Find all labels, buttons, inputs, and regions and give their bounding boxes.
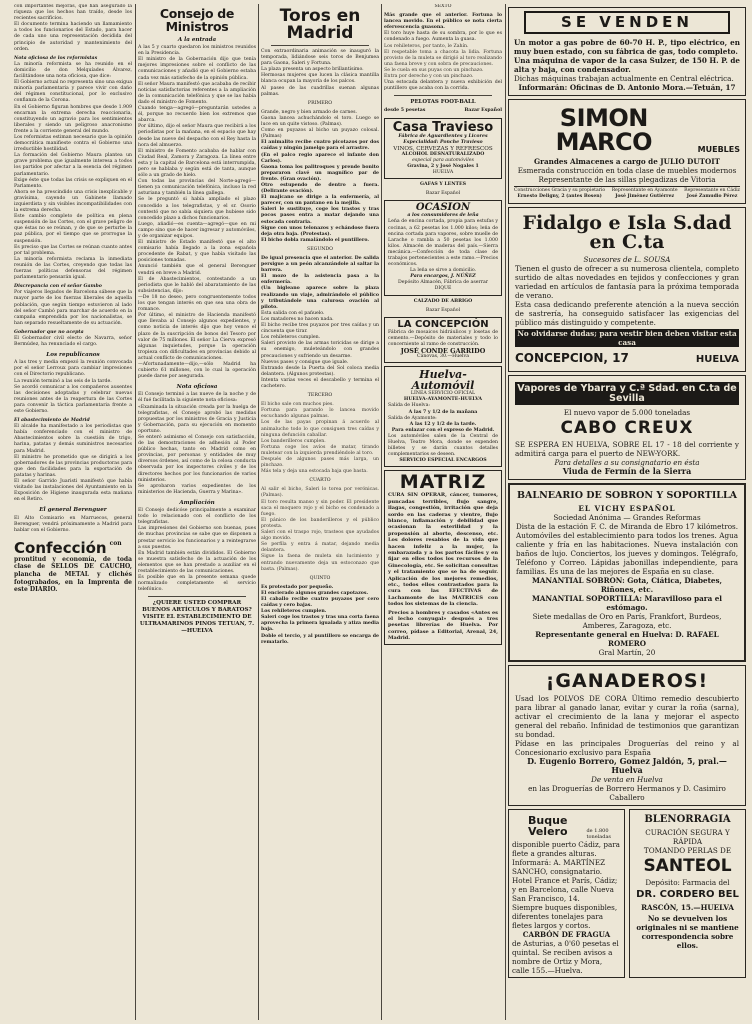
ad-line: Salida de Huelva: bbox=[388, 403, 430, 409]
ad-line: La leña se sirve a domicilio. bbox=[409, 268, 477, 274]
bull-heading: TERCERO bbox=[307, 393, 333, 399]
paragraph: Se le preguntó si había ampliado el plazo concedido a los telegrafistas, y el sr. Osorio contestó que no sabía siquiera que hubiese sido concedido plazo a dichos funcionarios. bbox=[138, 197, 256, 221]
ad-line: De venta en Huelva bbox=[591, 774, 663, 784]
ad-title: Huelva-Automóvil bbox=[411, 368, 475, 393]
paragraph: Es preciso que las Cortes se reúnan cuanto antes por tal problema. bbox=[14, 244, 132, 256]
ad-calzado: CALZADO DE ABRIGO bbox=[413, 298, 473, 304]
paragraph: Saleri con el traspo rojo, trasteos que ayudados algo movido. bbox=[261, 530, 379, 542]
ad-line: Depósito Almacén, Fábrica de aserrar bbox=[397, 280, 489, 286]
ad-title: SE VENDEN bbox=[524, 11, 730, 34]
paragraph: El Consejo terminó a las nueve de la noche y de él fué facilitada la siguiente nota oficiosa: bbox=[138, 392, 256, 404]
divider bbox=[148, 596, 246, 597]
ad-line: LÍNEA SERVICIO OFICIAL bbox=[410, 391, 476, 397]
column-ads-large bbox=[508, 4, 746, 1020]
ad-line: Salida de Ayamonte: bbox=[388, 415, 437, 421]
bull-heading: CUARTO bbox=[309, 478, 331, 484]
ad-line: Construcciones Gracia y su propietario bbox=[514, 188, 606, 193]
paragraph: En el Gobierno figuran hombres que desde 1.909 encarnan la extrema derecha reaccionaria, constituyendo un agravio para los sentimientos liberales y siendo un peligroso anacronismo frente a la corriente general del mundo. bbox=[14, 104, 132, 134]
paragraph: Fortuna coge los avíos de matar, tirando muletear con la izquierda prendiéndole al toro. bbox=[261, 444, 379, 456]
paragraph: Se enteró asimismo el Consejo con satisfacción, de las demostraciones de adhesión al Poder público hechas, tanto en Madrid como en provincias, por personas y entidades de muy diversos órdenes, así como de la celosa conducta observada por los inspectores civiles y de los directores hechos por los funcionarios de varios ministerios. bbox=[138, 435, 256, 483]
paragraph: —Afortunadamente—dijo,—sólo Madrid ha cubierto 61 millones, con lo cual la operación puede darse por asegurada. bbox=[138, 361, 256, 380]
ad-line: DIQUE bbox=[434, 286, 452, 292]
ad-line: MANANTIAL SOPORTILLA: Maravilloso para el estómago. bbox=[531, 593, 723, 612]
paragraph: Intenta varias veces el descabello y termina el cachetero. bbox=[261, 377, 379, 389]
section-heading: Gobernador que no acepta bbox=[14, 329, 84, 335]
ad-notice: No se devuelven los originales ni se mantiene correspondencia sobre ellos. bbox=[636, 913, 739, 950]
ad-balneario bbox=[508, 483, 746, 662]
paragraph: El señor Maura manifestó que acababa de recibir noticias satisfactorias referentes a la ampliación de la comunicación telefónica y que se las había dado el ministro de Fomento. bbox=[138, 81, 256, 105]
ad-la-concepcion bbox=[384, 317, 502, 363]
paragraph: Se perfila y entra á matar, dejando media delantera. bbox=[261, 542, 379, 554]
paragraph: Fortuna para parando lo lancea movido escuchando algunas palmas. bbox=[261, 408, 379, 420]
paragraph: El Alto Comisario en Marruecos, general Berenguer, vendrá próximamente a Madrid para hablar con el Gobierno. bbox=[14, 515, 132, 533]
bull-heading: QUINTO bbox=[309, 575, 331, 581]
ad-line: RASCÓN, 15.—HUELVA bbox=[641, 902, 734, 912]
ad-casa-travieso bbox=[384, 118, 502, 180]
ad-body: Pídase en las principales Droguerías del reino y al Concesionario exclusivo para España bbox=[515, 738, 739, 757]
ad-line: Fábrica de Aguardientes y Licores bbox=[398, 133, 488, 139]
paragraph: La minoría reformista reclama la inmediata reunión de las Cortes, creyendo que todas las fuerzas políticas defensoras del régimen parlamentario pensarán igual. bbox=[14, 256, 132, 281]
paragraph: El respetable toma a chacota la lidia. Fortuna provisto de la muleta se dirigió al toro realizando una faena breve y con sobra de precauciones. bbox=[384, 49, 502, 67]
paragraph: El pánico de los banderilleros y el público protesta. bbox=[261, 517, 379, 529]
ad-line: Ernesto Deligny, 2 (antes Bosen) bbox=[517, 194, 602, 199]
ad-line: Para encargos, J. NÚÑEZ bbox=[410, 274, 476, 280]
ad-body: Dichas máquinas trabajan actualmente en Central eléctrica. bbox=[514, 74, 734, 83]
paragraph: Exige éste que todas las crisis se expliquen en el Parlamento. bbox=[14, 177, 132, 189]
paragraph: Las impresiones del Gobierno son buenas, pues de muchas provincias se sabe que se disponen a prestar servicio los funcionarios y a reintegrarse a sus puestos. bbox=[138, 526, 256, 550]
section-heading: Discrepancia con el señor Gambo bbox=[14, 284, 102, 290]
ad-title: Vapores de Ybarra y C.ª Sdad. en C.ta de Sevilla bbox=[515, 382, 739, 405]
paragraph: El bicho sale con muchos pies. bbox=[261, 402, 334, 408]
ad-body: Informará: A. MARTÍNEZ SANCHO, consignatario. Hotel France et París, Cádiz; y en Barcelona, calle Nueva San Francisco, 14. bbox=[512, 857, 618, 903]
paragraph: El ministro de Fomento acababa de hablar con Ciudad Real, Zamora y Zaragoza. La línea entre esta y la capital de Barcelona está interrumpida, pero se hablaba y según está de tanta, aunque sólo a un grado de hielo. bbox=[138, 148, 256, 179]
ad-body: Tienen el gusto de ofrecer a su numerosa clientela, completo surtido de altas novedades en tejidos y confecciones y gran variedad en artículos de fantasía para la próxima temporada de verano. bbox=[515, 264, 739, 300]
paragraph: (En el palco regio aparece el infante don Carlos). bbox=[261, 152, 379, 164]
paragraph: De igual presencia que el anterior. De salida persigue a un peón alcanzándole al saltar la barrera. bbox=[261, 256, 379, 274]
ad-line: Representante general en Huelva: D. RAFAEL ROMERO bbox=[535, 629, 719, 648]
paragraph: Una estocada delantera y nueva exhibición del puntillero que acaba con la corrida. bbox=[384, 80, 502, 92]
ad-line: DR. CORDERO BEL bbox=[636, 888, 739, 900]
ad-title: ¡GANADEROS! bbox=[545, 669, 709, 692]
ad-title-row bbox=[512, 812, 621, 840]
paragraph: El toro resulta manso y sin poder. El presidente saca el moquero rojo y el bicho es condenado a fuego. bbox=[261, 499, 379, 517]
paragraph: Ahora se ha prescindido una crisis inexplicable y gravísima, cayendo un Gabinete llamado izquierdista y sin visibles incompatibilidades con la extrema derecha. bbox=[14, 189, 132, 214]
paragraph: Sigue la faena de muleta sin lucimiento y entrando nuevamente deja un estoconazo que basta. (Palmas). bbox=[261, 554, 379, 572]
ad-title: Buque Velero bbox=[527, 813, 568, 838]
paragraph: Esta salida con el pañuelo. bbox=[261, 310, 325, 316]
divider bbox=[271, 45, 369, 46]
paragraph: (Un bigleano aparece sobre la plaza realizando un viaje, admirándolo el público y tributándole una calurosa ovación al piloto. bbox=[261, 286, 379, 310]
ad-body: Leña de encina cortada, propia para estufas y cocinas, a 62 pesetas los 1.000 kilos; leña de encina cortada para vapores, sobre muelle de Larache o rambla a 50 pesetas los 1.000 kilos. Almacén de maderas del país.—Sierra mecánica.—Confección de toda clase de trabajos pertenecientes a este ramo.—Precios económicos. bbox=[388, 219, 498, 268]
subheading: A la entrada bbox=[177, 37, 217, 43]
paragraph: Por viajeros llegados de Barcelona sábese que la mayor parte de los fuerzas liberales de aquella población, que según tiempo estuvieron al lado del señor Cambó para marchar de acuerdo en la campaña emprendida por los nacionalistas, se han separado resueltamente de su actuación. bbox=[14, 290, 132, 326]
ad-line: Viuda de Fermín de la Sierra bbox=[562, 466, 692, 476]
ad-title: Confección bbox=[14, 538, 107, 557]
ad-line: Los automóviles salen de la Central de Huelva, Teatro Mora, donde se expenden billetes y se darán cuantos detalles complementarios se deseen. bbox=[388, 433, 498, 458]
ad-line: Depósito: Farmacia del bbox=[645, 877, 730, 887]
paragraph: Por último, dijo el señor Maura que recibirá a los periodistas por la mañana, en el espacio que hay desde las nueve del despacho con el Rey hasta la hora del almuerzo. bbox=[138, 124, 256, 148]
paragraph: El bicho dobla ramalándolo el puntillero. bbox=[261, 237, 369, 243]
ad-body: de Asturias, a 0'60 pesetas el quintal. Se reciben avisos a nombre de Ortiz y Mora, calle 155.—Huelva. bbox=[512, 938, 619, 975]
paragraph: Se le cuela en sus puyas con un pinchazo. bbox=[384, 67, 484, 73]
ad-line: Siete medallas de Oro en París, Frankfort, Burdeos, Amberes, Zaragoza, etc. bbox=[532, 611, 722, 630]
ad-line: Representante de las sillas plegadizas de Vitoria bbox=[538, 175, 716, 184]
ad-line: ALCOHOL DESNATURALIZADO bbox=[401, 151, 485, 157]
ad-line: Representante en Cádiz bbox=[684, 188, 740, 193]
ad-line: Sociedad Anónima — Grandes Reformas bbox=[553, 512, 701, 522]
ad-fidalgo-isla bbox=[508, 207, 746, 372]
section-heading: Los republicanos bbox=[46, 352, 100, 359]
ad-line: Para detalles a su consignatario en ésta bbox=[554, 458, 700, 467]
ad-line: Especialidad: Ponche Travieso bbox=[403, 139, 483, 145]
ad-confeccion bbox=[14, 540, 132, 594]
article-title: Consejo de Ministros bbox=[159, 6, 235, 34]
ad-bottom-row bbox=[508, 809, 746, 978]
ad-line: Grandes Almacenes a cargo de JULIO DUTOIT bbox=[534, 157, 720, 166]
ad-line: en las Droguerías de Borrero Hermanos y D. Casimiro Caballero bbox=[528, 783, 726, 802]
article-title: Toros en Madrid bbox=[279, 6, 361, 43]
ad-ganaderos bbox=[508, 665, 746, 806]
section-heading: El general Berenguer bbox=[39, 507, 107, 514]
paragraph: Los rehileteros cumplen. bbox=[261, 609, 327, 615]
paragraph: Gaona lancea achuchándolo el toro. Luego se luce en un quite vistoso. (Palmas). bbox=[261, 115, 379, 128]
ad-body: Dista de la estación F. C. de Miranda de Ebro 17 kilómetros. Automóviles del establecimiento para todos los trenes. Agua caliente y fría en las habitaciones. Nueva instalación con baños de lujo. Conciertos, los jueves y domingos. Telégrafo, Teléfono y Correo. Lápidas jabonillas independiente, para familias. Es una de las mejores de España en su clase. bbox=[516, 521, 738, 576]
paragraph: Doble el tercio, y al puntillero se encarga de rematarlo. bbox=[261, 633, 379, 645]
ad-pinos: ¿QUIERE USTED COMPRAR BUENOS ARTÍCULOS Y BARATOS? VISITE EL ESTABLECIMIENTO DE ULTRAMARINOS PINOS TETUAN, 7.—HUELVA bbox=[139, 600, 255, 634]
ad-title: BLENORRAGIA bbox=[644, 813, 731, 825]
paragraph: Los matadores no hacen nada. bbox=[261, 316, 334, 322]
paragraph: Con todas las provincias del Norte-agregó—tienen ya comunicación telefónica, incluso la red asturiana y también la línea gallega. bbox=[138, 179, 256, 197]
divider bbox=[394, 95, 492, 96]
ad-matriz bbox=[384, 470, 502, 644]
column-rule bbox=[258, 4, 259, 1020]
column-rule bbox=[135, 4, 136, 1020]
ad-line: Precios a hombres y casados «Antes es el lecho conyugal» después a tres pesetas librerías de Huelva. Por correo, pídase a Editorial, Arenal, 24, Madrid. bbox=[388, 609, 498, 642]
ad-line: TOMANDO PERLAS DE bbox=[643, 845, 732, 855]
paragraph: Los reformistas estiman necesario que la opinión democrática manifieste contra el Gobierno una irreductible hostilidad. bbox=[14, 134, 132, 153]
ad-line: VINOS, CERVEZAS Y REFRESCOS bbox=[393, 145, 493, 152]
paragraph: Al paseo de las cuadrillas suenan algunas palmas. bbox=[261, 85, 379, 97]
paragraph: Los rehileteros, por tanto, le Zahín. bbox=[384, 43, 469, 49]
ad-place: Bazar Español bbox=[464, 108, 502, 114]
section-heading: El abastecimiento de Madrid bbox=[14, 418, 90, 424]
ad-body: Esta casa dedicando preferente atención a la nueva sección de sastrería, ha conseguido satisfacer las exigencias del público más distinguido y competente. bbox=[515, 300, 739, 327]
paragraph: El Consejo dedicóse principalmente a examinar todo lo relacionado con el conflicto de los telegrafistas. bbox=[138, 508, 256, 526]
ad-address-row bbox=[515, 349, 739, 368]
newspaper-page bbox=[8, 0, 748, 1024]
paragraph: Saleri le sustituye, coge los trastos y tras pocos pases entra a matar dejando una estocada contraria. bbox=[261, 207, 379, 225]
ad-title: Casa Travieso bbox=[392, 119, 494, 135]
ad-line: de 1.800 toneladas bbox=[586, 827, 611, 840]
paragraph: El majicano se dirige a la enfermería, al parecer, con un pantano en la mejilla. bbox=[261, 195, 379, 207]
ad-gafas: GAFAS Y LENTES bbox=[420, 182, 466, 188]
paragraph: Gaona toma los palitroques y prende bonito prepararon clavé un magnífico par de frente. (Gran ovación). bbox=[261, 164, 379, 182]
ad-line: MANANTIAL SOBRON: Gota, Ciática, Diabetes, Riñones, etc. bbox=[531, 575, 723, 594]
ad-title: OCASION bbox=[415, 202, 471, 214]
paragraph: con importantes mejoras, que han asegurado la riqueza que los hechos han traído, desde los recientes sacrificios. bbox=[14, 4, 132, 22]
paragraph: La minoría reformista se ha reunido en el domicilio de don Melquíades Álvarez, facilitándose una nota oficiosa, que dice: bbox=[14, 61, 132, 80]
paragraph: El ministro he prometido que se dirigirá a los gobernadores de las provincias productoras para que den facilidades para la exportación de patatas y harinas. bbox=[14, 454, 132, 478]
ad-line: Cánovas, 30.—Huelva bbox=[416, 354, 470, 360]
paragraph: A las tres y media empezó la reunión convocada por el señor Lerroux para cambiar impresiones con el Directorio republicano. bbox=[14, 360, 132, 378]
subheading: Nota oficiosa bbox=[176, 384, 218, 391]
ad-line: a los consumidores de leña bbox=[407, 213, 479, 219]
paragraph: El animalito recibe cuatro picotazos por dos caídas y ningún jamelgo para el arrastre. bbox=[261, 140, 379, 152]
paragraph: —De 18 no deseo, pero congruentemente todos los que tengan interés en que sea una obra de romance. bbox=[138, 294, 256, 313]
ad-line: Representante en Ayamonte bbox=[611, 188, 678, 193]
ad-footballs: PELOTAS FOOT-BALL bbox=[410, 99, 476, 106]
paragraph: Grande, negro y bien armado de carnes. bbox=[261, 109, 358, 115]
ad-ocasion bbox=[384, 200, 502, 295]
paragraph: Como en puyazos al bicho un puyazo colosal. (Palmas) bbox=[261, 128, 379, 140]
paragraph: Por último, el ministro de Hacienda manifestó que llevaba al Consejo algunos expedientes, y como noticia de interés dijo que hoy vence el plazo de la suscripción de bonos del Tesoro por valor de 75 millones. El señor La Cierva expresó algunas inquietudes, porque la operación tropieza con dificultades en provincias debido al actual conflicto de comunicaciones. bbox=[138, 313, 256, 361]
ad-line: A las 12 y 1/2 de la tarde. bbox=[409, 421, 477, 427]
paragraph: Los de las payas propinan á acuerdo al animalucho todo lo que consiguen tres caídas y ninguna defunción caballar. bbox=[261, 420, 379, 438]
paragraph: El Gobernador civil electo de Navarra, señor Bermúdez, ha renunciado el cargo. bbox=[14, 335, 132, 348]
ad-tag: MUEBLES bbox=[697, 145, 740, 154]
paragraph: Saleri coge los trastos y tras una corta faena aprovecha la primera igualada y atiza media baja. bbox=[261, 615, 379, 633]
ad-line: CURACIÓN SEGURA Y RÁPIDA bbox=[645, 827, 730, 846]
paragraph: Entrando desde la Puerta del Sol coloca media delantera. (Algunos protestas). bbox=[261, 365, 379, 377]
ad-price: desde 5 pesetas bbox=[384, 108, 426, 114]
paragraph: Luego, añadió—es cuenta—agregó—que en mi campo sino que de hacer ingresar y automóviles, y de organizar equipos. bbox=[138, 221, 256, 239]
paragraph: En Madrid también están divididos. El Gobierno se muestra satisfecho de la actuación de los elementos que se han prestado a auxiliar en el restablecimiento de las comunicaciones. bbox=[138, 550, 256, 574]
ad-line: especial para automóviles bbox=[412, 157, 474, 163]
paragraph: La reunión terminó a las seis de la tarde. bbox=[14, 378, 112, 384]
bull-heading: SEXTO bbox=[434, 4, 452, 9]
paragraph: Sigue con unos telonazos y echándose fuera deja otra baja. (Protestas). bbox=[261, 225, 379, 237]
section-heading: Nota oficiosa de los reformistas bbox=[14, 55, 98, 61]
column-toros bbox=[261, 4, 379, 1020]
bull-heading: SEGUNDO bbox=[306, 246, 334, 252]
ad-address: CONCEPCION, 17 bbox=[515, 351, 629, 365]
ad-place: Bazar Español bbox=[425, 191, 461, 197]
ad-footballs-line bbox=[384, 108, 502, 114]
ad-buque-velero bbox=[508, 809, 625, 978]
ad-vapores-ybarra bbox=[508, 375, 746, 480]
paragraph: Se acordó comunicar a los compañeros ausentes las decisiones adoptadas y celebrar nuevas reuniones antes de la reapertura de las Cortes para convenir la táctica parlamentaria frente a este Gobierno. bbox=[14, 384, 132, 414]
ad-huelva-automovil bbox=[384, 366, 502, 467]
paragraph: Es protestado por pequeño. bbox=[261, 584, 334, 590]
ad-line: CARBÓN DE FRAGUA bbox=[522, 929, 611, 939]
ad-place: Bazar Español bbox=[425, 307, 461, 313]
paragraph: El alcalde ha manifestado a los periodistas que había conferenciado con el ministro de Abastecimientos sobre la cuestión de trigo, harina, patatas y demás suministros necesarios para Madrid. bbox=[14, 424, 132, 454]
ad-title: SIMON MARCO bbox=[555, 104, 653, 156]
ad-line: HUELVA-AYAMONTE-HUELVA bbox=[403, 397, 483, 403]
ad-line: A las 7 y 1/2 de la mañana bbox=[408, 409, 478, 415]
paragraph: El toro huye hasta de su sombra, por lo que es condenado a fuego. Aumenta la guasa. bbox=[384, 31, 502, 43]
paragraph: El documento termina haciendo un llamamiento a todos los funcionarios del Estado, para hacer de cada uno una representación decidida del principio de autoridad y mantenimiento del orden. bbox=[14, 22, 132, 52]
column-ads-small bbox=[384, 4, 502, 1020]
paragraph: Cuando tenga—agregó—preguntarán ustedes a él, porque no recuerdo bien los extremos que abarca. bbox=[138, 106, 256, 124]
ad-line: Sucesores de L. SOUSA bbox=[583, 255, 671, 264]
paragraph: Al salir el bicho, Saleri lo torea por verónicas. (Palmas). bbox=[261, 487, 379, 499]
ad-line: Gravina, 2 y José Nogales 1 bbox=[407, 163, 479, 169]
paragraph: El ministro de Estado manifestó que el alto comisario había llegado a la zona española procedente de Rabat, y que había visitado las posiciones tomadas. bbox=[138, 240, 256, 264]
bull-heading: PRIMERO bbox=[307, 100, 333, 106]
paragraph: Anunció también que el general Berenguer vendrá en breve a Madrid. bbox=[138, 264, 256, 276]
paragraph: Los rehileteros cumplen. bbox=[261, 335, 321, 341]
paragraph: El Gobierno actual no representa sino una exigua minoría parlamentaria y parece vivir con daño del régimen constitucional, por lo exclusivo confianza de la Corona. bbox=[14, 80, 132, 104]
paragraph: Es posible que en la presente semana quede normalizado completamente el servicio telefónico. bbox=[138, 575, 256, 593]
ad-body: Usad los POLVOS DE CORA Último remedio descubierto para librar al ganado lanar, evitar y curar la roña (sarna), activar el crecimiento de la lana y mejorar el aspecto general del rebaño. Infinidad de testimonios que garantizan su bondad. bbox=[515, 693, 739, 739]
ad-line: José Jiménez Gutiérrez bbox=[615, 194, 675, 199]
ad-title-row bbox=[514, 103, 740, 157]
ad-line: JOSÉ CONDE GARRIDO bbox=[400, 347, 486, 356]
ad-line: Esmerada construcción en toda clase de muebles modernos bbox=[517, 166, 737, 175]
ad-title: BALNEARIO DE SOBRON Y SOPORTILLA bbox=[516, 490, 738, 501]
paragraph: Se aprobaron varios expedientes de los ministerios de Hacienda, Guerra y Marina». bbox=[138, 483, 256, 495]
paragraph: Este cambio completo de política en plena suspensión de las Cortes, con el grave peligro de que éstas no se reúnan, y de que se perturbe la paz pública, por el tiempo que se prorrogue la suspensión. bbox=[14, 214, 132, 244]
ad-ship-name: CABO CREUX bbox=[560, 418, 694, 438]
ad-body: CURA SIN OPERAR, cáncer, tumores, puncadas terribles, flujo sangre, llagas, congestión, irritación que deja sordo en las caderas y vientre, flujo blanco, inflamación y debilidad que ocasionan la esterilidad y la propensión al aborto, descenso, etc. Los dolores resabios de la vida que hacen infeliz a la mujer, la embarazada y a los partos fáciles y en fijar en ellos todos los recursos de la Ginecología, etc. Se solicitan consultas y el tratamiento que se ha de seguir. Aplicación de los mejores remedios, etc., todos ellos contrastados para la cura con las EFECTIVAS de Lachamonte de las MATRICES con todos los sistemas de la ciencia. bbox=[388, 492, 498, 608]
ad-body: disponible puerto Cádiz, para flete a grandes alturas. bbox=[512, 839, 620, 858]
paragraph: El mozo de la asistencia pasa a la enfermería. bbox=[261, 274, 379, 286]
ad-body: Siempre buques disponibles, diferentes tonelajes para fletes largos y cortos. bbox=[512, 902, 618, 930]
ad-se-venden bbox=[508, 7, 746, 96]
ad-city: HUELVA bbox=[695, 354, 739, 365]
ad-line: Gral Martín, 20 bbox=[598, 647, 656, 657]
subheading: Ampliación bbox=[179, 499, 215, 506]
ad-text: con prontitud y economía, de toda clase de SELLOS DE CAUCHO, plancha de METAL y clichés fotograbados, en la Imprenta de este DIARIO. bbox=[14, 539, 132, 594]
ad-title: MATRIZ bbox=[399, 471, 487, 494]
paragraph: La plaza presenta un aspecto brillantísimo. bbox=[261, 67, 364, 73]
paragraph: Más tela y deja una estocada baja que basta. bbox=[261, 469, 368, 475]
paragraph: El encierado algunos grandes capotazos. bbox=[261, 590, 369, 596]
ad-line: D. Eugenio Borrero, Gomez Jaldón, 5, pral.—Huelva bbox=[527, 755, 727, 775]
paragraph: Con extraordinaria animación se inauguró la temporada, lidiándose seis toros de Benjumea para Gaona, Saleri y Fortuna. bbox=[261, 49, 379, 67]
ad-line: EL VICHY ESPAÑOL bbox=[578, 503, 676, 513]
column-consejo bbox=[138, 4, 256, 1020]
ad-line: Para enlazar con el expreso de Madrid. bbox=[391, 427, 495, 433]
ad-reps bbox=[514, 186, 740, 200]
ad-line: SERVICIO ESPECIAL ENCARGOS bbox=[399, 458, 487, 464]
paragraph: Los banderilleros cumplen. bbox=[261, 438, 326, 444]
ad-simon-marco bbox=[508, 99, 746, 204]
paragraph: El ministro de la Gobernación dijo que tenía mejores impresiones sobre el conflicto de las comunicaciones y añadió que el Gobierno estaba cada vez más satisfecho de la opinión pública. bbox=[138, 57, 256, 81]
ad-body: Un motor a gas pobre de 60-70 H. P., tipo eléctrico, en muy buen estado, con su fábrica de gas, todo completo. bbox=[514, 38, 740, 56]
paragraph: Entra por derecho y con un pinchazo. bbox=[384, 74, 474, 80]
paragraph: El bicho recibe tres puyazos por tres caídas y un cincuenta que tirar. bbox=[261, 323, 379, 335]
column-politics bbox=[14, 4, 132, 1020]
column-rule bbox=[381, 4, 382, 1020]
ad-line: El nuevo vapor de 5.000 toneladas bbox=[563, 408, 691, 417]
ad-product: SANTEOL bbox=[643, 855, 732, 876]
paragraph: La formación del Gobierno Maura plantea un grave problema que igualmente interesa a todos los partidos por afectar a la esencia del régimen parlamentario. bbox=[14, 153, 132, 177]
paragraph: A las 5 y cuarto quedaron los ministros reunidos en la Presidencia. bbox=[138, 45, 256, 57]
ad-body: Una máquina de vapor de la casa Sulzer, de 150 H. P. de alta y baja, con condensador. bbox=[514, 56, 740, 74]
ad-line: HUELVA bbox=[432, 170, 454, 176]
paragraph: El caballo recibe cuatro puyazos por cero caídas y cero bajas. bbox=[261, 596, 379, 609]
paragraph: Después de algunos pases más larga, un pinchazo. bbox=[261, 457, 379, 469]
ad-line: No olvidarse dudas; para vestir bien deben visitar esta casa bbox=[515, 329, 739, 347]
ad-body: Informarán: Oficinas de D. Antonio Mora.—Tetuán, 17 bbox=[518, 83, 736, 92]
ad-body: Fábrica de mosaicos hidráulicos y losetas de cemento.—Depósito de materiales y todo lo concerniente al ramo de construcción. bbox=[388, 329, 498, 347]
ad-title: LA CONCEPCIÓN bbox=[397, 318, 489, 330]
paragraph: «Examinada la situación creada por la huelga de telegrafistas, el Consejo aprobó las medidas propuestas por los ministros de Gracia y Justicia y Gobernación, para su ejecución en momento oportuno. bbox=[138, 404, 256, 434]
paragraph: Otro estupendo de dentro a fuera. (Delirante ovación). bbox=[261, 182, 379, 195]
ad-blenorragia bbox=[629, 809, 746, 978]
paragraph: El señor Garrido Juaristi manifestó que había visitado las instalaciones del Ayuntamiento en la Exposición de Higiene inaugurada esta mañana en el Retiro. bbox=[14, 479, 132, 503]
ad-body: SE ESPERA EN HUELVA, SOBRE EL 17 ‑ 18 del corriente y admitirá carga para el puerto de NEW-YORK. bbox=[515, 440, 739, 458]
paragraph: Hermosas mujeres que lucen la clásica mantilla blanca ocupan la mayoría de los palcos. bbox=[261, 73, 379, 85]
column-rule bbox=[505, 4, 506, 1020]
paragraph: Más grande que el anterior. Fortuna lo lancea movido. En el público se nota cierta efervescencia guasona. bbox=[384, 13, 502, 31]
paragraph: Nuevos pases y consigue que iguale. bbox=[261, 359, 349, 365]
paragraph: El de Abastecimientos, contestando a un periodista que le habló del abaratamiento de las subsistencias, dijo: bbox=[138, 276, 256, 294]
ad-title: Fidalgo e Isla S.dad en C.ta bbox=[522, 212, 732, 253]
ad-line: José Zamudio Pérez bbox=[686, 194, 738, 199]
paragraph: Saleri provisto de las armas toricidas se dirige a su enemigo, muleteándolo con grandes precauciones y sufriendo un desarme. bbox=[261, 341, 379, 359]
